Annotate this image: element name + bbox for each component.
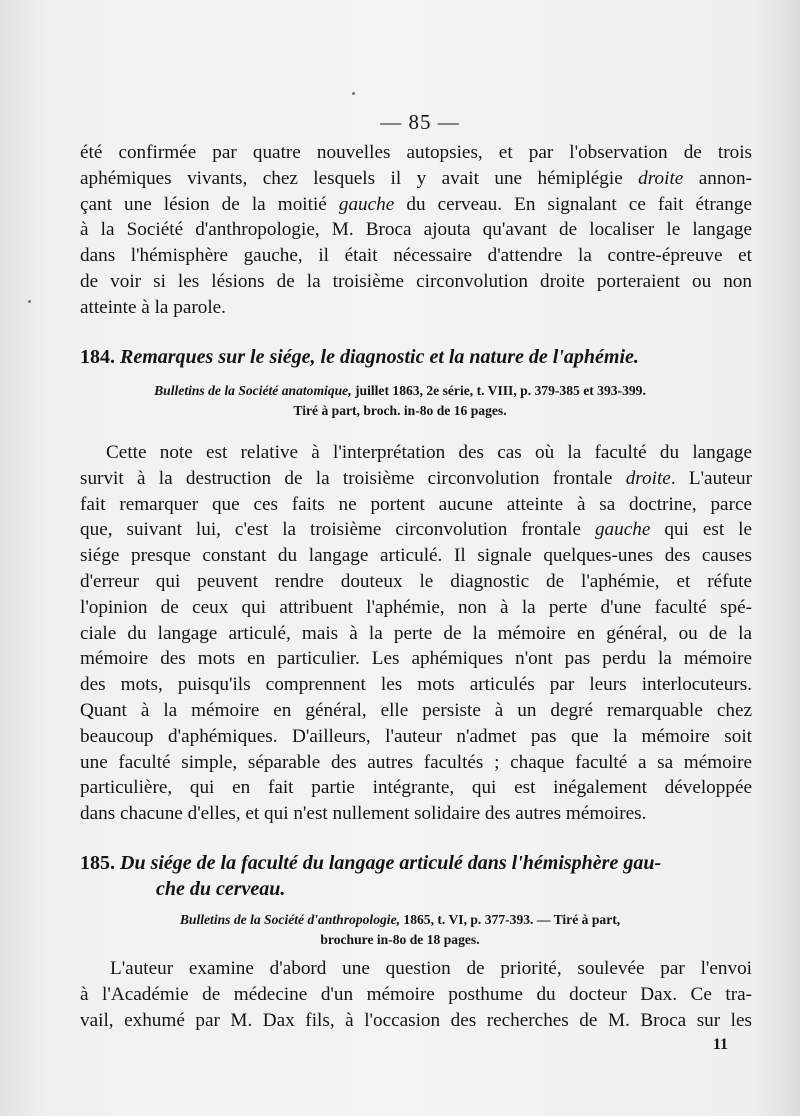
text-line: particulière, qui en fait partie intégrante, qui est inégalement développée	[80, 777, 752, 799]
signature-mark: 11	[712, 1036, 728, 1053]
text-line: l'opinion de ceux qui attribuent l'aphémie, non à la perte d'une faculté spé-	[80, 596, 752, 618]
section-185-reference	[0, 910, 800, 950]
text-line: dans l'hémisphère gauche, il était nécessaire d'attendre la contre-épreuve et	[80, 245, 752, 267]
text-line: de voir si les lésions de la troisième circonvolution droite porteraient ou non	[80, 270, 752, 292]
text-line: des mots, puisqu'ils comprennent les mots articulés par leurs interlocuteurs.	[80, 674, 752, 696]
text-line: beaucoup d'aphémiques. D'ailleurs, l'auteur n'admet pas que la mémoire soit	[80, 725, 752, 747]
reference-detail: Tiré à part, broch. in-8o de 16 pages.	[293, 403, 507, 418]
text-line: siége presque constant du langage articulé. Il signale quelques-unes des causes	[80, 545, 752, 567]
page-number: — 85 —	[380, 110, 460, 134]
reference-detail: juillet 1863, 2e série, t. VIII, p. 379-385 et 393-399.	[355, 383, 646, 398]
speck	[352, 92, 355, 95]
paragraph-1	[80, 140, 752, 321]
text-line: que, suivant lui, c'est la troisième circonvolution frontale gauche qui est le	[80, 519, 753, 541]
paragraph-2	[80, 440, 752, 827]
text-line: atteinte à la parole.	[80, 296, 226, 318]
section-title: Remarques sur le siége, le diagnostic et la nature de l'aphémie.	[120, 346, 639, 368]
reference-detail: brochure in-8o de 18 pages.	[320, 932, 480, 947]
speck	[28, 300, 31, 303]
text-line: ciale du langage articulé, mais à la perte de la mémoire en général, ou de la	[80, 622, 752, 644]
section-185-heading	[80, 850, 752, 902]
section-title-continued: che du cerveau.	[156, 878, 286, 900]
text-line: fait remarquer que ces faits ne portent aucune atteinte à sa doctrine, parce	[80, 493, 752, 515]
section-title: Du siége de la faculté du langage articulé dans l'hémisphère gau-	[120, 852, 662, 874]
text-line: Cette note est relative à l'interprétation des cas où la faculté du langage	[106, 442, 752, 463]
text-line: dans chacune d'elles, et qui n'est nullement solidaire des autres mémoires.	[80, 803, 647, 825]
text-line: mémoire des mots en particulier. Les aphémiques n'ont pas perdu la mémoire	[80, 648, 752, 670]
text-line: été confirmée par quatre nouvelles autopsies, et par l'observation de trois	[80, 142, 752, 163]
text-line: Quant à la mémoire en général, elle persiste à un degré remarquable chez	[80, 699, 752, 721]
text-line: d'erreur qui peuvent rendre douteux le diagnostic de l'aphémie, et réfute	[80, 570, 752, 592]
section-184-heading	[80, 346, 752, 369]
text-line: L'auteur examine d'abord une question de priorité, soulevée par l'envoi	[110, 958, 752, 979]
reference-detail: 1865, t. VI, p. 377-393. — Tiré à part,	[403, 912, 621, 927]
text-line: une faculté simple, séparable des autres facultés ; chaque faculté a sa mémoire	[80, 751, 752, 773]
text-line: vail, exhumé par M. Dax fils, à l'occasion des recherches de M. Broca sur les	[80, 1009, 752, 1031]
paragraph-3	[80, 956, 752, 1033]
journal-name: Bulletins de la Société anatomique,	[154, 383, 352, 398]
section-184-reference	[0, 381, 800, 421]
text-line: çant une lésion de la moitié gauche du cerveau. En signalant ce fait étrange	[80, 193, 752, 215]
journal-name: Bulletins de la Société d'anthropologie,	[179, 912, 400, 927]
text-line: à l'Académie de médecine d'un mémoire posthume du docteur Dax. Ce tra-	[80, 983, 752, 1005]
text-line: aphémiques vivants, chez lesquels il y avait une hémiplégie droite annon-	[80, 167, 753, 189]
section-number: 184.	[80, 346, 115, 368]
section-number: 185.	[80, 852, 115, 874]
text-line: à la Société d'anthropologie, M. Broca ajouta qu'avant de localiser le langage	[80, 219, 752, 241]
text-line: survit à la destruction de la troisième circonvolution frontale droite. L'auteur	[80, 467, 752, 489]
